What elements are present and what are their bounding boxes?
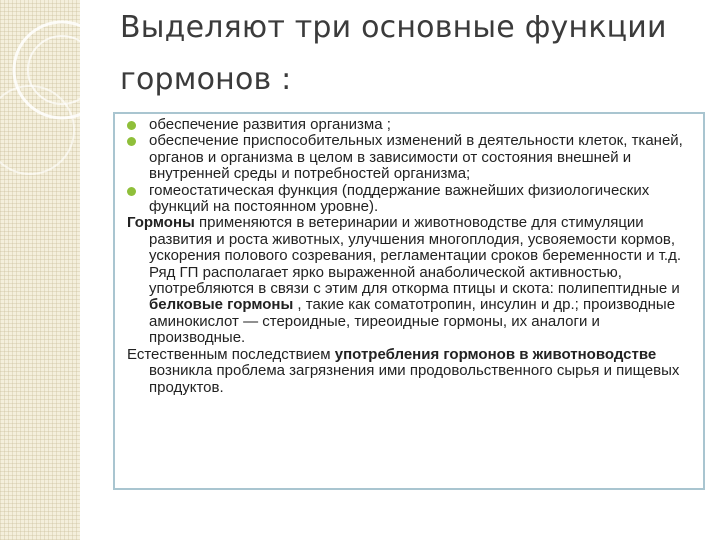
list-item-text: обеспечение приспособительных изменений в деятельности клеток, тканей, органов и организма в целом в зависимости от состояния внешней и внутренней среды и потребностей организма; xyxy=(149,132,683,183)
paragraph-text: Естественным последствием xyxy=(127,345,335,363)
paragraph-text: возникла проблема загрязнения ими продовольственного сырья и пищевых продуктов. xyxy=(149,362,680,396)
functions-list xyxy=(127,117,695,215)
bullet-icon xyxy=(127,187,136,196)
bullet-icon xyxy=(127,121,136,130)
hormones-term: Гормоны xyxy=(127,214,195,232)
decorative-circles-graphic xyxy=(0,0,80,540)
list-item xyxy=(127,133,695,182)
list-item xyxy=(127,183,695,216)
list-item xyxy=(127,117,695,133)
bullet-icon xyxy=(127,137,136,146)
paragraph-text: , такие как соматотропин, инсулин и др.; производные аминокислот — стероидные, тиреоидные гормоны, их аналоги и производные. xyxy=(149,296,676,347)
hormones-usage-paragraph xyxy=(127,215,695,346)
protein-hormones-term: белковые гормоны xyxy=(149,296,294,314)
consequence-paragraph xyxy=(127,347,695,396)
list-item-text: гомеостатическая функция (поддержание важнейших физиологических функций на постоянном уровне). xyxy=(149,181,650,216)
content-box xyxy=(113,112,705,490)
hormone-use-term: употребления гормонов в животноводстве xyxy=(334,345,657,363)
paragraph-text: применяются в ветеринарии и животноводстве для стимуляции развития и роста животных, улучшения многоплодия, усвояемости кормов, ускорения полового созревания, регламентации сроков беременности и т.д. Ряд ГП располагает ярко выраженной анаболической активностью, употребляются в связи с этим для откорма птицы и скота: полипептидные и xyxy=(149,214,681,298)
slide-title: Выделяют три основные функции гормонов : xyxy=(120,10,667,97)
list-item-text: обеспечение развития организма ; xyxy=(149,116,391,133)
decorative-side-strip xyxy=(0,0,80,540)
